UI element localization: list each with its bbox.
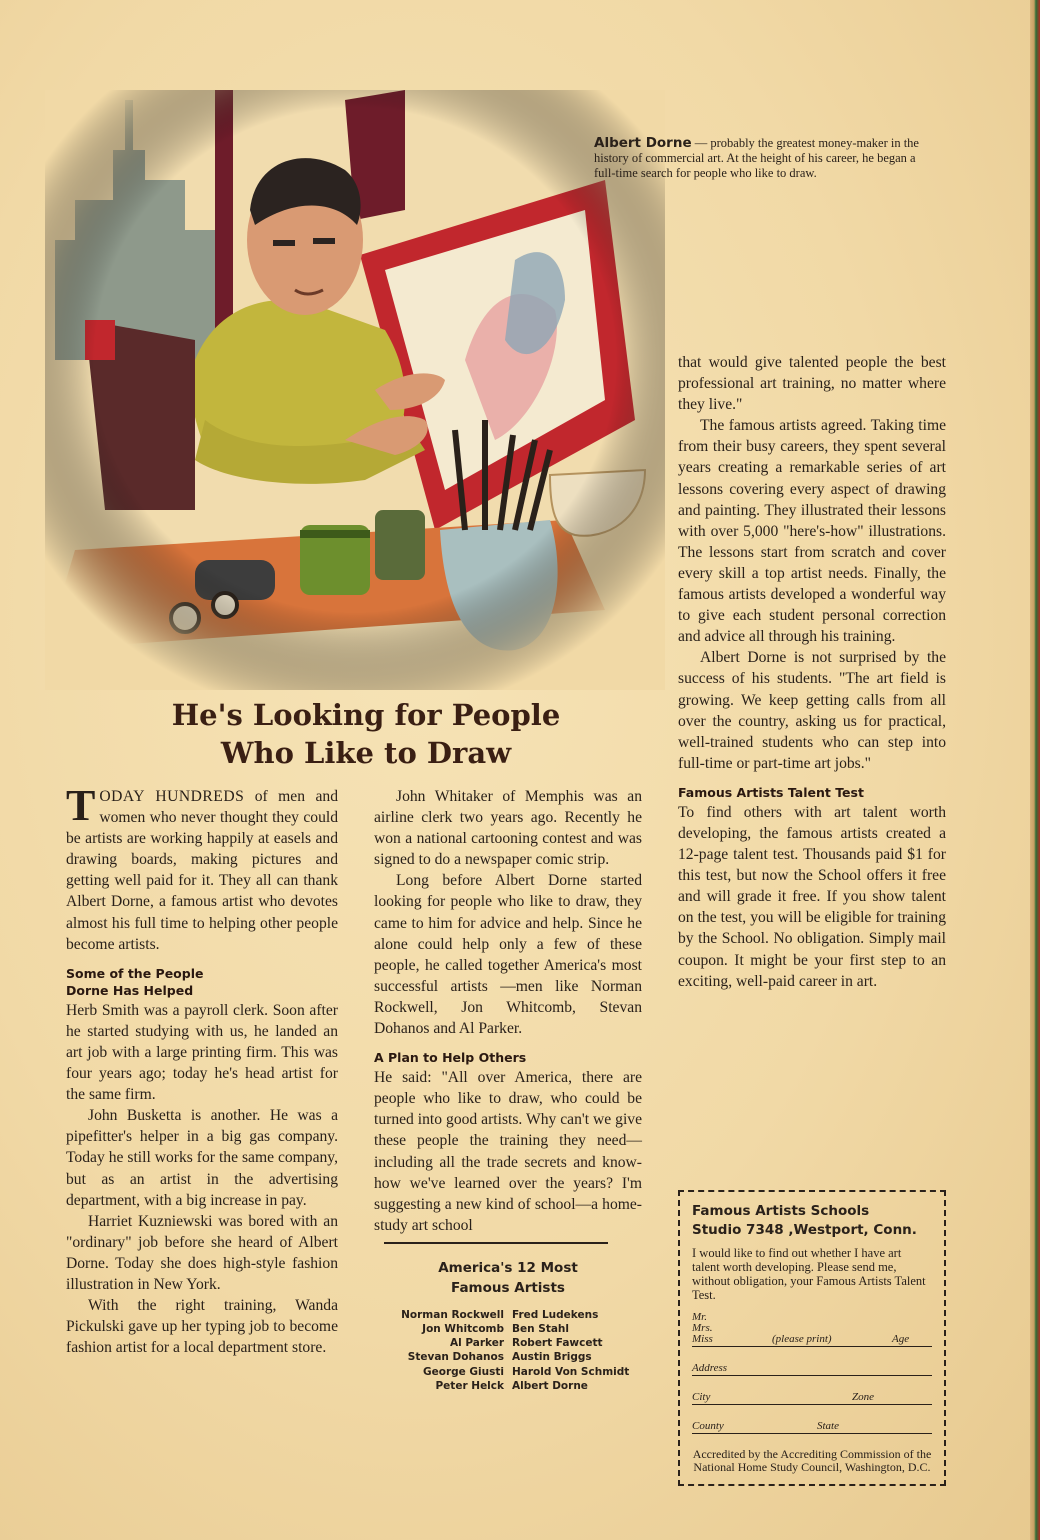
mrs-label: Mrs. [692, 1322, 713, 1334]
artist-illustration [45, 90, 665, 690]
caption-name: Albert Dorne [594, 135, 692, 151]
page-edge [1030, 0, 1040, 1540]
mr-label: Mr. [692, 1311, 707, 1323]
artist-name: Austin Briggs [512, 1351, 592, 1364]
col3-paragraph-2: The famous artists agreed. Taking time from their busy careers, they spent several years creating a remarkable series of art lessons covering every aspect of drawing and painting. They illustrated their lessons with over 5,000 "here's-how" illustrations. The lessons start from scratch and cover every skill a top artist needs. Finally, the famous artists developed a wonderful way to give each student personal correction and advice all through his training. [678, 417, 946, 646]
col1-subhead-line-1: Some of the People [66, 965, 204, 981]
drop-cap: T [66, 781, 96, 830]
city-label: City [692, 1391, 711, 1403]
col3-paragraph-3: Albert Dorne is not surprised by the success of his students. "The art field is growing. We keep getting calls from all over the country, asking us for practical, well-trained students who can step into full-time or part-time art jobs." [678, 649, 946, 772]
artist-name: Stevan Dohanos [407, 1351, 504, 1364]
mail-coupon[interactable] [678, 1190, 946, 1486]
column-2 [374, 786, 642, 1393]
address-field[interactable] [692, 1355, 932, 1376]
col2-paragraph-1: John Whitaker of Memphis was an airline clerk two years ago. Recently he won a national cartooning contest and was signed to do a newspaper comic strip. [374, 788, 642, 869]
artist-name: Robert Fawcett [512, 1337, 603, 1350]
name-field[interactable] [692, 1312, 932, 1347]
coupon-title-line-1: Famous Artists Schools [692, 1203, 870, 1219]
artist-name: Albert Dorne [512, 1379, 588, 1392]
col1-paragraph-3: John Busketta is another. He was a pipefitter's helper in a big gas company. Today he still works for the same company, but as an artist in the advertising department, with a big increase in pay. [66, 1107, 338, 1209]
coupon-title-line-2: Studio 7348 ,Westport, Conn. [692, 1222, 917, 1238]
coupon-title [692, 1202, 932, 1240]
county-state-field[interactable] [692, 1413, 932, 1434]
artist-name: Norman Rockwell [401, 1308, 504, 1321]
famous-artists-title-line-1: America's 12 Most [438, 1259, 578, 1276]
col1-paragraph-2: Herb Smith was a payroll clerk. Soon after he started studying with us, he landed an art job with a large printing firm. This was four years ago; today he's head artist for the same firm. [66, 1001, 338, 1104]
col1-subhead-line-2: Dorne Has Helped [66, 982, 194, 998]
caption-text: — probably the greatest money-maker in the history of commercial art. At the height of his career, he began a full-time search for people who like to draw. [594, 136, 919, 180]
col1-p1-rest: of men and women who never thought they could be artists are working happily at easels and drawing boards, making pictures and getting well paid for it. They all can thank Albert Dorne, a famous artist who devotes almost his full time to helping other people become artists. [66, 788, 338, 953]
lead-smallcaps: ODAY HUNDREDS [99, 788, 245, 805]
famous-artists-title [374, 1258, 642, 1298]
illustration-caption [594, 136, 934, 181]
column-3 [678, 352, 946, 992]
artist-name: Al Parker [449, 1337, 504, 1350]
zone-label: Zone [852, 1391, 874, 1403]
artist-name: Ben Stahl [512, 1323, 569, 1336]
col3-paragraph-1: that would give talented people the best professional art training, no matter where they live." [678, 354, 946, 414]
col1-paragraph-5: With the right training, Wanda Pickulski gave up her typing job to become fashion artist for a local department store. [66, 1297, 338, 1357]
headline-line-2: Who Like to Draw [220, 736, 512, 770]
accreditation-note: Accredited by the Accrediting Commission of the National Home Study Council, Washington, D.C. [692, 1447, 932, 1474]
artist-name: Fred Ludekens [512, 1308, 599, 1321]
col2-paragraph-3: He said: "All over America, there are people who like to draw, who could be turned into good artists. Why can't we give these people the training they need—including all the trade secrets and know-how we've learned over the years? I'm suggesting a new kind of school—a home-study art school [374, 1069, 642, 1234]
miss-label: Miss [692, 1333, 713, 1345]
column-1 [66, 781, 338, 1358]
col1-paragraph-4: Harriet Kuzniewski was bored with an "ordinary" job before she heard of Albert Dorne. Today she does high-style fashion illustration in New York. [66, 1212, 338, 1293]
artist-name: Jon Whitcomb [422, 1323, 504, 1336]
col2-subhead: A Plan to Help Others [374, 1050, 527, 1066]
address-label: Address [692, 1362, 728, 1374]
col2-paragraph-2: Long before Albert Dorne started looking for people who like to draw, they came to him for advice and help. Since he alone could help only a few of these people, he called together America's most successful artists —men like Norman Rockwell, Jon Whitcomb, Stevan Dohanos and Al Parker. [374, 872, 642, 1038]
city-zone-field[interactable] [692, 1384, 932, 1405]
famous-artists-title-line-2: Famous Artists [451, 1279, 565, 1296]
famous-artists-list [374, 1308, 642, 1393]
coupon-body: I would like to find out whether I have art talent worth developing. Please send me, without obligation, your Famous Artists Talent Test. [692, 1246, 926, 1302]
please-print-label: (please print) [772, 1333, 832, 1345]
county-label: County [692, 1420, 724, 1432]
col3-subhead: Famous Artists Talent Test [678, 784, 864, 800]
state-label: State [817, 1420, 839, 1432]
headline-line-1: He's Looking for People [171, 698, 561, 732]
artist-name: Harold Von Schmidt [512, 1365, 630, 1378]
headline [96, 696, 636, 772]
col1-subhead [66, 965, 338, 999]
artist-name: Peter Helck [435, 1379, 504, 1392]
divider-rule [384, 1242, 608, 1244]
artist-name: George Giusti [423, 1365, 504, 1378]
col1-paragraph-1 [66, 781, 338, 955]
col3-paragraph-4: To find others with art talent worth developing, the famous artists created a 12-page talent test. Thousands paid $1 for this test, but now the School offers it free and will grade it free. If you show talent on the test, you will be eligible for training by the School. No obligation. Simply mail coupon. It might be your first step to an exciting, well-paid career in art. [678, 803, 946, 990]
age-label: Age [892, 1333, 910, 1345]
